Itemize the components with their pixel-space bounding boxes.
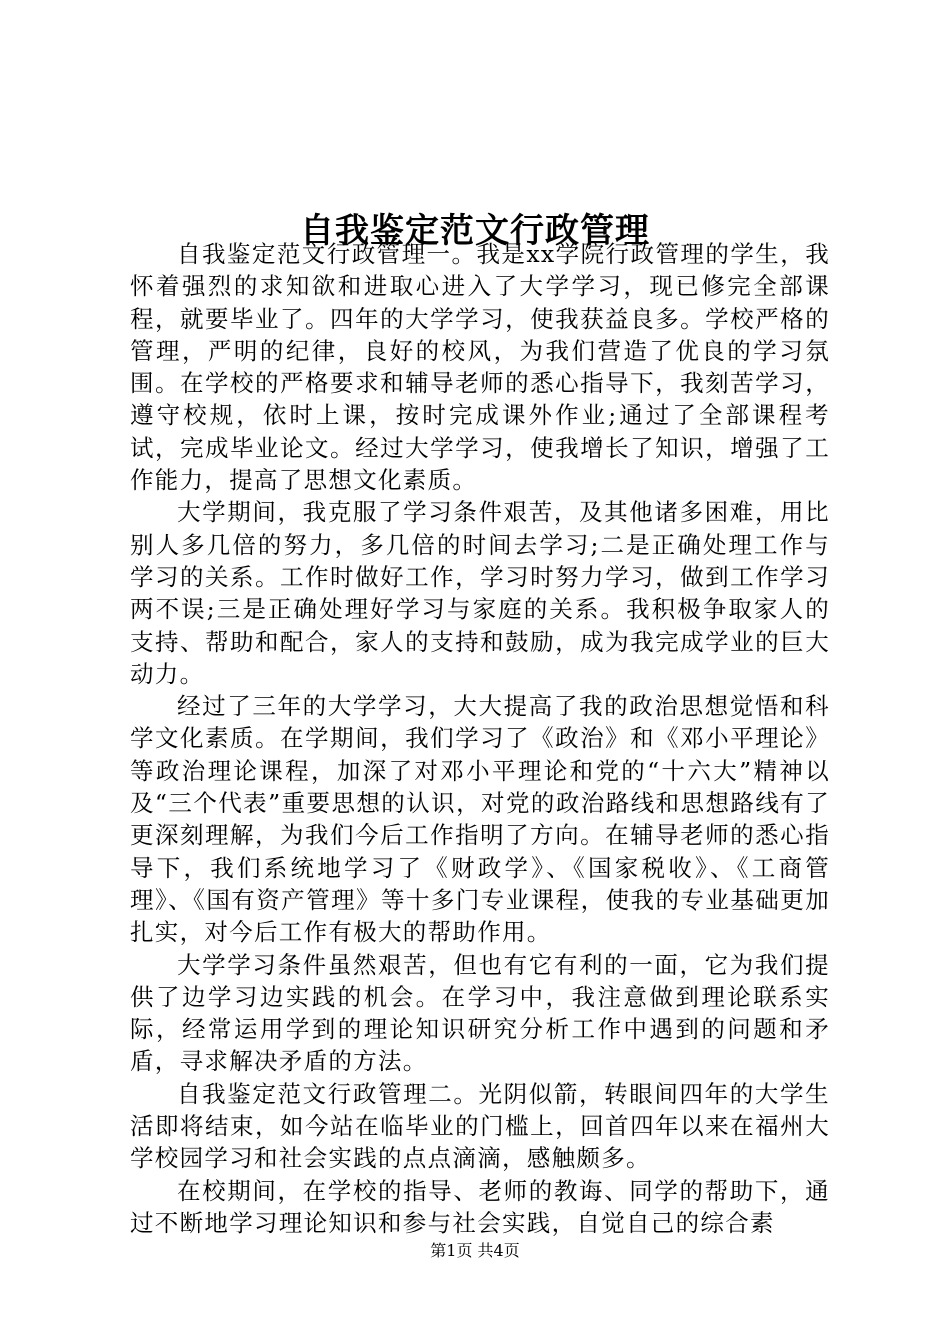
paragraph: 自我鉴定范文行政管理一。我是xx学院行政管理的学生，我怀着强烈的求知欲和进取心进入了大学学习，现已修完全部课程，就要毕业了。四年的大学学习，使我获益良多。学校严格的管理，严明的纪律，良好的校风，为我们营造了优良的学习氛围。在学校的严格要求和辅导老师的悉心指导下，我刻苦学习，遵守校规，依时上课，按时完成课外作业;通过了全部课程考试，完成毕业论文。经过大学学习，使我增长了知识，增强了工作能力，提高了思想文化素质。: [130, 240, 830, 495]
paragraph: 自我鉴定范文行政管理二。光阴似箭，转眼间四年的大学生活即将结束，如今站在临毕业的门槛上，回首四年以来在福州大学校园学习和社会实践的点点滴滴，感触颇多。: [130, 1079, 830, 1173]
document-body: [130, 238, 830, 1239]
document-title: 自我鉴定范文行政管理: [300, 210, 650, 251]
paragraph: 经过了三年的大学学习，大大提高了我的政治思想觉悟和科学文化素质。在学期间，我们学习了《政治》和《邓小平理论》等政治理论课程，加深了对邓小平理论和党的“十六大”精神以及“三个代表”重要思想的认识，对党的政治路线和思想路线有了更深刻理解，为我们今后工作指明了方向。在辅导老师的悉心指导下，我们系统地学习了《财政学》、《国家税收》、《工商管理》、《国有资产管理》等十多门专业课程，使我的专业基础更加扎实，对今后工作有极大的帮助作用。: [130, 692, 830, 947]
paragraph: 大学学习条件虽然艰苦，但也有它有利的一面，它为我们提供了边学习边实践的机会。在学习中，我注意做到理论联系实际，经常运用学到的理论知识研究分析工作中遇到的问题和矛盾，寻求解决矛盾的方法。: [130, 950, 830, 1076]
page-number-footer: 第1页 共4页: [430, 1241, 520, 1260]
paragraph: 大学期间，我克服了学习条件艰苦，及其他诸多困难，用比别人多几倍的努力，多几倍的时间去学习;二是正确处理工作与学习的关系。工作时做好工作，学习时努力学习，做到工作学习两不误;三是正确处理好学习与家庭的关系。我积极争取家人的支持、帮助和配合，家人的支持和鼓励，成为我完成学业的巨大动力。: [130, 498, 830, 688]
paragraph: 在校期间，在学校的指导、老师的教诲、同学的帮助下，通过不断地学习理论知识和参与社会实践，自觉自己的综合素: [130, 1176, 830, 1237]
